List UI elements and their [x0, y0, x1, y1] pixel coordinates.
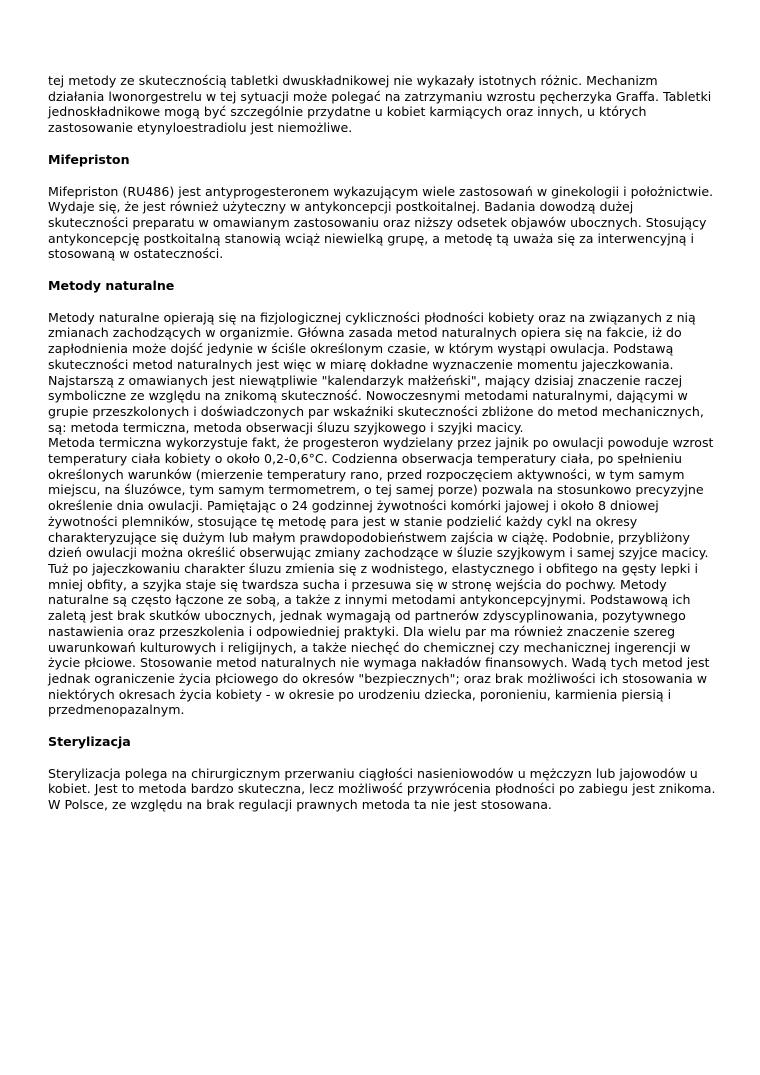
spacer — [48, 294, 716, 310]
heading-mifepriston: Mifepriston — [48, 151, 130, 167]
spacer — [48, 136, 716, 152]
spacer — [48, 750, 716, 766]
mifepriston-paragraph: Mifepriston (RU486) jest antyprogesteronem wykazującym wiele zastosowań w ginekologii i położnictwie. Wydaje się, że jest również użyteczny w antykoncepcji postkoitalnej. Badania dowodzą dużej skuteczności preparatu w omawianym zastosowaniu oraz niższy odsetek objawów ubocznych. Stosujący antykoncepcję postkoitalną stanowią wciąż niewielką grupę, a metodę tą uważa się za interwencyjną i stosowaną w ostateczności. — [48, 183, 714, 262]
heading-sterylizacja: Sterylizacja — [48, 734, 131, 750]
heading-metody-naturalne: Metody naturalne — [48, 278, 175, 294]
spacer — [48, 718, 716, 734]
metody-naturalne-paragraph-1: Metody naturalne opierają się na fizjologicznej cykliczności płodności kobiety oraz na związanych z nią zmianach zachodzących w organizmie. Główna zasada metod naturalnych opiera się na fakcie, iż do zapłodnienia może dojść jedynie w ściśle określonym czasie, w którym wystąpi owulacja. Podstawą skuteczności metod naturalnych jest więc w miarę dokładne wyznaczenie momentu jajeczkowania. Najstarszą z omawianych jest niewątpliwie "kalendarzyk małżeński", mający dzisiaj znaczenie raczej symboliczne ze względu na znikomą skuteczność. Nowoczesnymi metodami naturalnymi, dającymi w grupie przeszkolonych i doświadczonych par wskaźniki skuteczności zbliżone do metod mechanicznych, są: metoda termiczna, metoda obserwacji śluzu szyjkowego i szyjki macicy. — [48, 309, 704, 435]
sterylizacja-paragraph: Sterylizacja polega na chirurgicznym przerwaniu ciągłości nasieniowodów u mężczyzn lub jajowodów u kobiet. Jest to metoda bardzo skuteczna, lecz możliwość przywrócenia płodności po zabiegu jest znikoma. W Polsce, ze względu na brak regulacji prawnych metoda ta nie jest stosowana. — [48, 765, 716, 813]
spacer — [48, 168, 716, 184]
metody-naturalne-paragraph-2: Metoda termiczna wykorzystuje fakt, że progesteron wydzielany przez jajnik po owulacji powoduje wzrost temperatury ciała kobiety o około 0,2-0,6°C. Codzienna obserwacja temperatury ciała, po spełnieniu określonych warunków (mierzenie temperatury rano, przed rozpoczęciem aktywności, w tym samym miejscu, na śluzówce, tym samym termometrem, o tej samej porze) pozwala na stosunkowo precyzyjne określenie dnia owulacji. Pamiętając o 24 godzinnej żywotności komórki jajowej i około 8 dniowej żywotności plemników, stosujące tę metodę para jest w stanie podzielić każdy cykl na okresy charakteryzujące się dużym lub małym prawdopodobieństwem zajścia w ciążę. Podobnie, przybliżony dzień owulacji można określić obserwując zmiany zachodzące w śluzie szyjkowym i samej szyjce macicy. Tuż po jajeczkowaniu charakter śluzu zmienia się z wodnistego, elastycznego i obfitego na gęsty lepki i mniej obfity, a szyjka staje się twardsza sucha i przesuwa się w stronę wejścia do pochwy. Metody naturalne są często łączone ze sobą, a także z innymi metodami antykoncepcyjnymi. Podstawową ich zaletą jest brak skutków ubocznych, jednak wymagają od partnerów zdyscyplinowania, pozytywnego nastawienia oraz przeszkolenia i odpowiedniej praktyki. Dla wielu par ma również znaczenie szereg uwarunkowań kulturowych i religijnych, a także niechęć do chemicznej czy mechanicznej ingerencji w życie płciowe. Stosowanie metod naturalnych nie wymaga nakładów finansowych. Wadą tych metod jest jednak ograniczenie życia płciowego do okresów "bezpiecznych"; oraz brak możliwości ich stosowania w niektórych okresach życia kobiety - w okresie po urodzeniu dziecka, poronieniu, karmienia piersią i przedmenopazalnym. — [48, 435, 714, 718]
spacer — [48, 262, 716, 278]
document-page — [48, 73, 716, 813]
intro-paragraph: tej metody ze skutecznością tabletki dwuskładnikowej nie wykazały istotnych różnic. Mechanizm działania lwonorgestrelu w tej sytuacji może polegać na zatrzymaniu wzrostu pęcherzyka Graffa. Tabletki jednoskładnikowe mogą być szczególnie przydatne u kobiet karmiących oraz innych, u których zastosowanie etynyloestradiolu jest niemożliwe. — [48, 73, 712, 136]
